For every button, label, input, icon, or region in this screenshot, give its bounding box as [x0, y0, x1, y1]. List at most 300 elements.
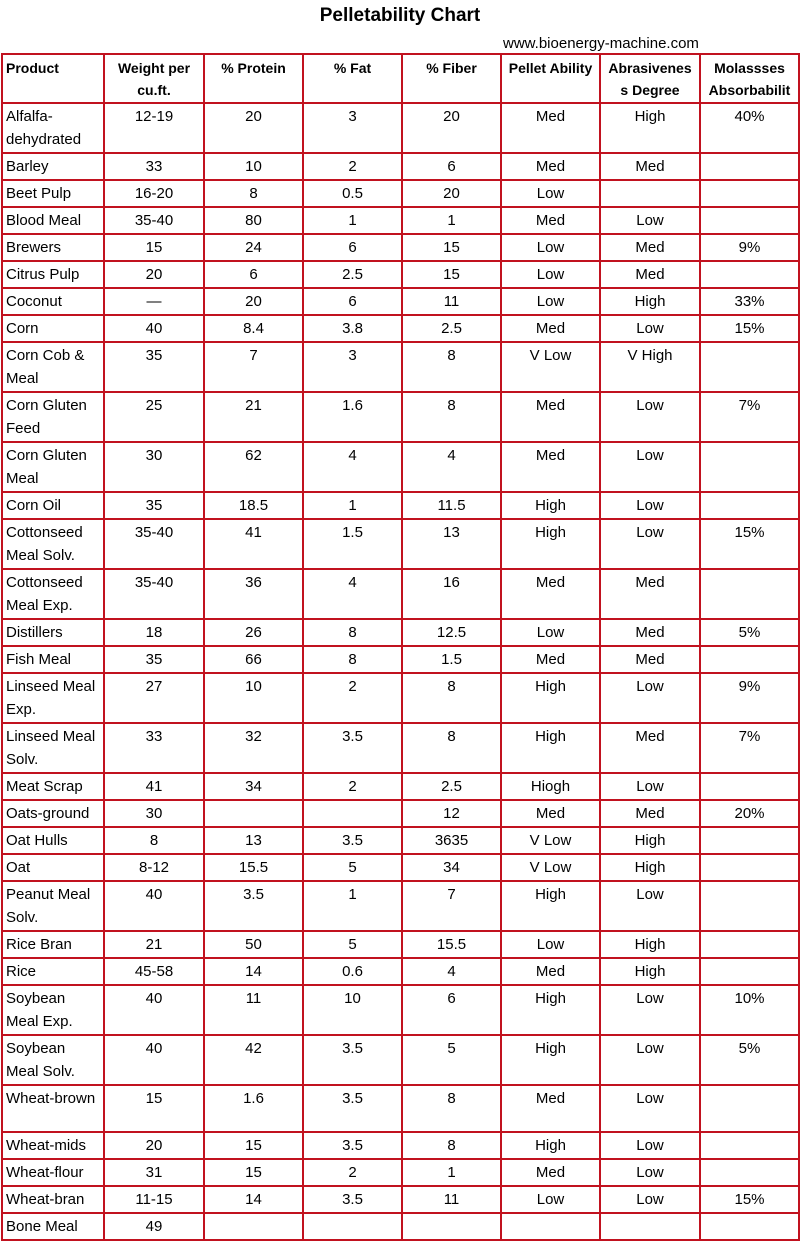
table-row	[2, 619, 799, 646]
table-row	[2, 180, 799, 207]
table-row	[2, 569, 799, 619]
cell-pellet-ability: V Low	[501, 342, 600, 392]
cell-molasses	[700, 958, 799, 985]
cell-product: Corn Oil	[2, 492, 104, 519]
cell-product: Alfalfa-dehydrated	[2, 103, 104, 153]
cell-molasses	[700, 1213, 799, 1240]
table-row	[2, 1085, 799, 1132]
cell-fat: 6	[303, 234, 402, 261]
cell-abrasiveness	[600, 180, 700, 207]
cell-fat: 2	[303, 1159, 402, 1186]
cell-pellet-ability: Med	[501, 1085, 600, 1132]
cell-pellet-ability: Med	[501, 207, 600, 234]
cell-product: Fish Meal	[2, 646, 104, 673]
cell-fiber: 11.5	[402, 492, 501, 519]
cell-abrasiveness: Low	[600, 519, 700, 569]
cell-protein: 66	[204, 646, 303, 673]
cell-protein	[204, 800, 303, 827]
cell-fat: 0.6	[303, 958, 402, 985]
cell-abrasiveness: Med	[600, 569, 700, 619]
table-body	[2, 103, 799, 1240]
cell-protein: 20	[204, 288, 303, 315]
cell-fiber: 5	[402, 1035, 501, 1085]
cell-molasses: 15%	[700, 1186, 799, 1213]
cell-protein: 7	[204, 342, 303, 392]
table-row	[2, 800, 799, 827]
cell-fat: 3.5	[303, 827, 402, 854]
cell-pellet-ability: High	[501, 881, 600, 931]
cell-fat: 5	[303, 931, 402, 958]
cell-fat: 2	[303, 773, 402, 800]
column-header-molasses: Molassses Absorbabilit	[700, 54, 799, 103]
cell-fiber: 7	[402, 881, 501, 931]
cell-pellet-ability: Low	[501, 931, 600, 958]
table-row	[2, 288, 799, 315]
cell-weight: 40	[104, 881, 204, 931]
column-header-fat: % Fat	[303, 54, 402, 103]
cell-abrasiveness: Low	[600, 1132, 700, 1159]
table-row	[2, 103, 799, 153]
cell-fiber: 15	[402, 234, 501, 261]
cell-product: Oats-ground	[2, 800, 104, 827]
cell-molasses	[700, 342, 799, 392]
cell-fat: 3	[303, 103, 402, 153]
cell-weight: 40	[104, 315, 204, 342]
cell-fiber: 8	[402, 1132, 501, 1159]
cell-weight: 35	[104, 492, 204, 519]
cell-fat: 1.5	[303, 519, 402, 569]
cell-weight: 15	[104, 1085, 204, 1132]
cell-product: Coconut	[2, 288, 104, 315]
cell-fat: 3.8	[303, 315, 402, 342]
cell-molasses	[700, 773, 799, 800]
column-header-pellet-ability: Pellet Ability	[501, 54, 600, 103]
cell-fiber: 4	[402, 442, 501, 492]
cell-protein: 15	[204, 1132, 303, 1159]
cell-fiber: 1	[402, 1159, 501, 1186]
cell-pellet-ability: Med	[501, 569, 600, 619]
table-row	[2, 958, 799, 985]
website-url: www.bioenergy-machine.com	[503, 35, 699, 52]
cell-pellet-ability: High	[501, 519, 600, 569]
table-row	[2, 723, 799, 773]
cell-product: Meat Scrap	[2, 773, 104, 800]
cell-molasses: 7%	[700, 392, 799, 442]
cell-molasses	[700, 207, 799, 234]
table-row	[2, 1035, 799, 1085]
cell-abrasiveness: High	[600, 827, 700, 854]
cell-abrasiveness: Med	[600, 153, 700, 180]
column-header-abrasiveness: Abrasivenes s Degree	[600, 54, 700, 103]
cell-pellet-ability: Low	[501, 234, 600, 261]
cell-pellet-ability: High	[501, 985, 600, 1035]
cell-fiber: 8	[402, 1085, 501, 1132]
cell-product: Corn Gluten Feed	[2, 392, 104, 442]
table-row	[2, 492, 799, 519]
cell-fat: 2	[303, 673, 402, 723]
cell-fiber: 6	[402, 985, 501, 1035]
cell-molasses	[700, 827, 799, 854]
table-row	[2, 773, 799, 800]
cell-fat: 2.5	[303, 261, 402, 288]
cell-molasses	[700, 646, 799, 673]
cell-weight: 33	[104, 153, 204, 180]
cell-product: Wheat-brown	[2, 1085, 104, 1132]
cell-pellet-ability: Med	[501, 153, 600, 180]
cell-molasses	[700, 881, 799, 931]
cell-molasses	[700, 1159, 799, 1186]
cell-pellet-ability: Med	[501, 646, 600, 673]
cell-protein: 15	[204, 1159, 303, 1186]
cell-weight: 35-40	[104, 207, 204, 234]
cell-product: Bone Meal	[2, 1213, 104, 1240]
cell-weight: 20	[104, 1132, 204, 1159]
cell-molasses	[700, 153, 799, 180]
cell-fat: 4	[303, 569, 402, 619]
cell-molasses: 40%	[700, 103, 799, 153]
cell-fiber: 8	[402, 723, 501, 773]
cell-product: Oat	[2, 854, 104, 881]
cell-abrasiveness: Low	[600, 1035, 700, 1085]
cell-abrasiveness	[600, 1213, 700, 1240]
cell-pellet-ability: Med	[501, 800, 600, 827]
cell-protein: 20	[204, 103, 303, 153]
cell-protein: 80	[204, 207, 303, 234]
cell-protein: 10	[204, 673, 303, 723]
cell-protein: 8	[204, 180, 303, 207]
cell-protein: 3.5	[204, 881, 303, 931]
cell-product: Soybean Meal Exp.	[2, 985, 104, 1035]
table-row	[2, 315, 799, 342]
cell-fiber: 6	[402, 153, 501, 180]
cell-abrasiveness: High	[600, 103, 700, 153]
cell-pellet-ability: Med	[501, 958, 600, 985]
cell-molasses	[700, 854, 799, 881]
cell-fiber: 1.5	[402, 646, 501, 673]
cell-protein	[204, 1213, 303, 1240]
cell-pellet-ability: Low	[501, 261, 600, 288]
cell-fiber: 4	[402, 958, 501, 985]
pelletability-table	[1, 53, 800, 1241]
cell-molasses: 7%	[700, 723, 799, 773]
cell-molasses	[700, 569, 799, 619]
cell-pellet-ability: Low	[501, 180, 600, 207]
cell-weight: 16-20	[104, 180, 204, 207]
cell-pellet-ability: Med	[501, 442, 600, 492]
cell-product: Corn	[2, 315, 104, 342]
table-row	[2, 931, 799, 958]
cell-product: Rice Bran	[2, 931, 104, 958]
cell-fat: 1	[303, 492, 402, 519]
table-row	[2, 827, 799, 854]
cell-abrasiveness: Med	[600, 619, 700, 646]
cell-fiber: 8	[402, 392, 501, 442]
cell-fiber: 3635	[402, 827, 501, 854]
cell-fat: 8	[303, 619, 402, 646]
table-row	[2, 234, 799, 261]
cell-abrasiveness: Low	[600, 1085, 700, 1132]
table-row	[2, 1159, 799, 1186]
cell-abrasiveness: Low	[600, 985, 700, 1035]
cell-weight: 41	[104, 773, 204, 800]
cell-product: Peanut Meal Solv.	[2, 881, 104, 931]
cell-pellet-ability: V Low	[501, 854, 600, 881]
table-row	[2, 646, 799, 673]
cell-fat: 3	[303, 342, 402, 392]
cell-product: Wheat-bran	[2, 1186, 104, 1213]
cell-abrasiveness: Low	[600, 673, 700, 723]
cell-protein: 34	[204, 773, 303, 800]
cell-abrasiveness: Low	[600, 315, 700, 342]
cell-product: Soybean Meal Solv.	[2, 1035, 104, 1085]
cell-fat: 0.5	[303, 180, 402, 207]
cell-fat: 8	[303, 646, 402, 673]
cell-fiber: 20	[402, 103, 501, 153]
table-row	[2, 261, 799, 288]
cell-weight: 21	[104, 931, 204, 958]
cell-protein: 62	[204, 442, 303, 492]
cell-abrasiveness: Med	[600, 234, 700, 261]
header-row	[2, 54, 799, 103]
cell-protein: 18.5	[204, 492, 303, 519]
cell-weight: 8	[104, 827, 204, 854]
cell-protein: 14	[204, 1186, 303, 1213]
cell-weight: 35	[104, 646, 204, 673]
cell-abrasiveness: Med	[600, 646, 700, 673]
table-row	[2, 442, 799, 492]
cell-protein: 15.5	[204, 854, 303, 881]
cell-abrasiveness: Low	[600, 1159, 700, 1186]
cell-molasses: 20%	[700, 800, 799, 827]
cell-protein: 32	[204, 723, 303, 773]
cell-pellet-ability: Low	[501, 1186, 600, 1213]
cell-fiber: 15.5	[402, 931, 501, 958]
table-row	[2, 854, 799, 881]
cell-molasses: 10%	[700, 985, 799, 1035]
cell-molasses: 5%	[700, 1035, 799, 1085]
cell-weight: 30	[104, 800, 204, 827]
cell-molasses	[700, 261, 799, 288]
cell-fiber	[402, 1213, 501, 1240]
cell-fat: 10	[303, 985, 402, 1035]
column-header-weight: Weight per cu.ft.	[104, 54, 204, 103]
cell-abrasiveness: Low	[600, 773, 700, 800]
cell-protein: 42	[204, 1035, 303, 1085]
cell-fat: 1.6	[303, 392, 402, 442]
cell-pellet-ability: High	[501, 1035, 600, 1085]
cell-pellet-ability: High	[501, 492, 600, 519]
cell-fat: 3.5	[303, 1035, 402, 1085]
cell-fiber: 13	[402, 519, 501, 569]
cell-molasses: 9%	[700, 673, 799, 723]
cell-fiber: 8	[402, 673, 501, 723]
cell-product: Cottonseed Meal Exp.	[2, 569, 104, 619]
cell-protein: 10	[204, 153, 303, 180]
cell-product: Rice	[2, 958, 104, 985]
cell-product: Linseed Meal Exp.	[2, 673, 104, 723]
cell-fat: 1	[303, 881, 402, 931]
cell-fiber: 11	[402, 288, 501, 315]
cell-pellet-ability: Med	[501, 392, 600, 442]
cell-pellet-ability: Med	[501, 315, 600, 342]
cell-pellet-ability: Med	[501, 103, 600, 153]
cell-pellet-ability: High	[501, 1132, 600, 1159]
cell-weight: 35	[104, 342, 204, 392]
cell-product: Beet Pulp	[2, 180, 104, 207]
cell-weight: 8-12	[104, 854, 204, 881]
cell-fat: 3.5	[303, 1132, 402, 1159]
cell-weight: 35-40	[104, 519, 204, 569]
column-header-product: Product	[2, 54, 104, 103]
table-row	[2, 342, 799, 392]
cell-protein: 41	[204, 519, 303, 569]
cell-abrasiveness: Low	[600, 442, 700, 492]
table-row	[2, 392, 799, 442]
cell-weight: 45-58	[104, 958, 204, 985]
cell-fat: 3.5	[303, 1085, 402, 1132]
cell-product: Citrus Pulp	[2, 261, 104, 288]
cell-protein: 13	[204, 827, 303, 854]
cell-fiber: 8	[402, 342, 501, 392]
cell-product: Barley	[2, 153, 104, 180]
table-row	[2, 519, 799, 569]
cell-molasses: 15%	[700, 315, 799, 342]
cell-abrasiveness: High	[600, 288, 700, 315]
cell-molasses	[700, 442, 799, 492]
cell-molasses	[700, 1132, 799, 1159]
cell-protein: 50	[204, 931, 303, 958]
cell-molasses	[700, 931, 799, 958]
cell-product: Blood Meal	[2, 207, 104, 234]
cell-product: Wheat-mids	[2, 1132, 104, 1159]
cell-molasses: 33%	[700, 288, 799, 315]
cell-fiber: 11	[402, 1186, 501, 1213]
cell-fat	[303, 1213, 402, 1240]
cell-pellet-ability: Low	[501, 619, 600, 646]
cell-abrasiveness: Low	[600, 392, 700, 442]
cell-protein: 26	[204, 619, 303, 646]
cell-weight: —	[104, 288, 204, 315]
cell-fiber: 15	[402, 261, 501, 288]
cell-weight: 12-19	[104, 103, 204, 153]
cell-product: Distillers	[2, 619, 104, 646]
cell-abrasiveness: Low	[600, 492, 700, 519]
table-row	[2, 881, 799, 931]
cell-protein: 6	[204, 261, 303, 288]
cell-abrasiveness: Med	[600, 800, 700, 827]
cell-weight: 20	[104, 261, 204, 288]
cell-product: Wheat-flour	[2, 1159, 104, 1186]
cell-abrasiveness: High	[600, 958, 700, 985]
table-row	[2, 1186, 799, 1213]
cell-protein: 21	[204, 392, 303, 442]
table-row	[2, 207, 799, 234]
cell-product: Cottonseed Meal Solv.	[2, 519, 104, 569]
cell-pellet-ability: Med	[501, 1159, 600, 1186]
cell-molasses: 15%	[700, 519, 799, 569]
cell-protein: 14	[204, 958, 303, 985]
cell-fat: 6	[303, 288, 402, 315]
cell-fat: 4	[303, 442, 402, 492]
column-header-fiber: % Fiber	[402, 54, 501, 103]
cell-protein: 8.4	[204, 315, 303, 342]
cell-weight: 40	[104, 985, 204, 1035]
table-row	[2, 1213, 799, 1240]
cell-pellet-ability	[501, 1213, 600, 1240]
cell-abrasiveness: Low	[600, 881, 700, 931]
cell-fat: 5	[303, 854, 402, 881]
cell-weight: 31	[104, 1159, 204, 1186]
cell-abrasiveness: Low	[600, 1186, 700, 1213]
chart-title: Pelletability Chart	[319, 5, 481, 26]
cell-fiber: 16	[402, 569, 501, 619]
cell-fiber: 12.5	[402, 619, 501, 646]
cell-product: Corn Cob & Meal	[2, 342, 104, 392]
cell-protein: 24	[204, 234, 303, 261]
table-row	[2, 1132, 799, 1159]
cell-product: Corn Gluten Meal	[2, 442, 104, 492]
cell-fat: 3.5	[303, 723, 402, 773]
cell-weight: 49	[104, 1213, 204, 1240]
cell-abrasiveness: Low	[600, 207, 700, 234]
cell-molasses: 5%	[700, 619, 799, 646]
cell-product: Oat Hulls	[2, 827, 104, 854]
cell-product: Linseed Meal Solv.	[2, 723, 104, 773]
cell-weight: 25	[104, 392, 204, 442]
cell-pellet-ability: Low	[501, 288, 600, 315]
cell-fat: 2	[303, 153, 402, 180]
cell-fiber: 12	[402, 800, 501, 827]
cell-abrasiveness: V High	[600, 342, 700, 392]
cell-fat: 1	[303, 207, 402, 234]
cell-protein: 11	[204, 985, 303, 1035]
cell-weight: 18	[104, 619, 204, 646]
cell-molasses: 9%	[700, 234, 799, 261]
cell-fiber: 34	[402, 854, 501, 881]
cell-abrasiveness: Med	[600, 723, 700, 773]
cell-fiber: 20	[402, 180, 501, 207]
cell-weight: 15	[104, 234, 204, 261]
cell-abrasiveness: Med	[600, 261, 700, 288]
cell-pellet-ability: V Low	[501, 827, 600, 854]
cell-weight: 33	[104, 723, 204, 773]
cell-weight: 27	[104, 673, 204, 723]
cell-product: Brewers	[2, 234, 104, 261]
cell-fiber: 2.5	[402, 315, 501, 342]
cell-protein: 1.6	[204, 1085, 303, 1132]
cell-pellet-ability: High	[501, 723, 600, 773]
table-row	[2, 985, 799, 1035]
cell-protein: 36	[204, 569, 303, 619]
cell-fiber: 1	[402, 207, 501, 234]
cell-abrasiveness: High	[600, 931, 700, 958]
cell-weight: 11-15	[104, 1186, 204, 1213]
cell-molasses	[700, 492, 799, 519]
cell-fat	[303, 800, 402, 827]
cell-fiber: 2.5	[402, 773, 501, 800]
cell-pellet-ability: High	[501, 673, 600, 723]
cell-molasses	[700, 180, 799, 207]
cell-abrasiveness: High	[600, 854, 700, 881]
column-header-protein: % Protein	[204, 54, 303, 103]
cell-molasses	[700, 1085, 799, 1132]
cell-pellet-ability: Hiogh	[501, 773, 600, 800]
cell-weight: 35-40	[104, 569, 204, 619]
table-row	[2, 673, 799, 723]
cell-weight: 40	[104, 1035, 204, 1085]
table-row	[2, 153, 799, 180]
cell-fat: 3.5	[303, 1186, 402, 1213]
